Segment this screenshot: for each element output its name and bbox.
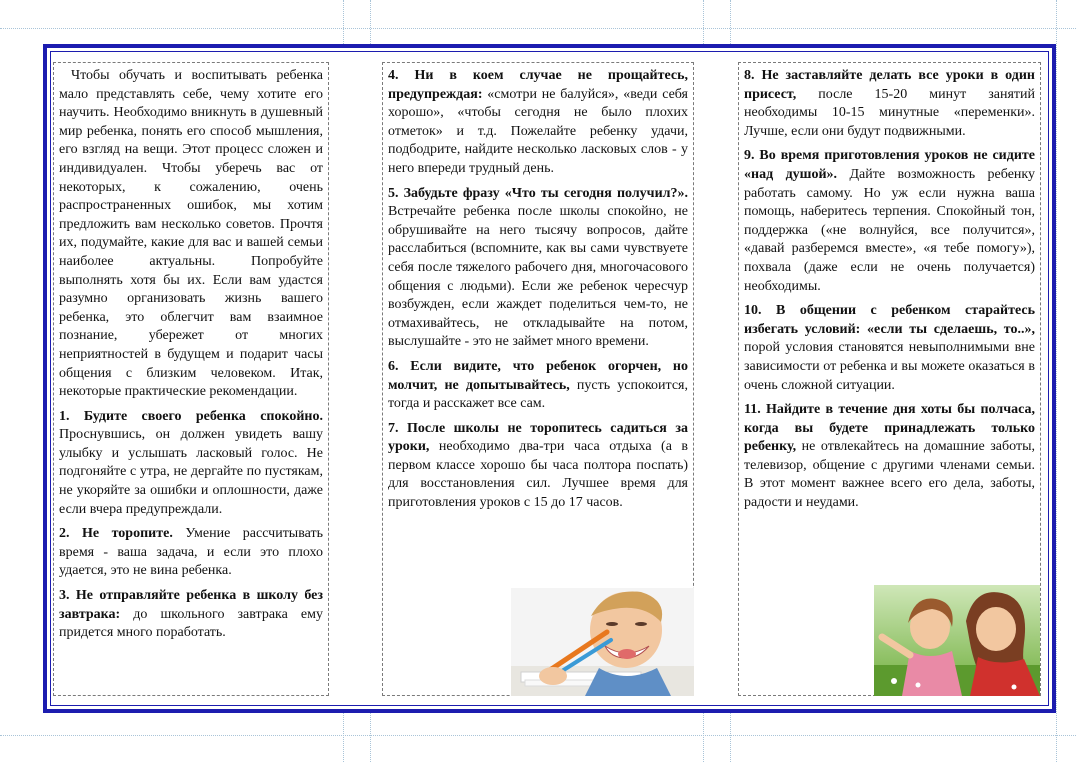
tip-text: Проснувшись, он должен увидеть вашу улыбку и услышать ласковый голос. Не подгоняйте с утра, не дергайте по пустякам, не укоряйте за ошибки и оплошности, даже если вчера предупреждали. [59,427,323,517]
tip-title: 11. Найдите в течение дня хоты бы полчаса, когда вы будете принадлежать только ребенку, [744,402,1035,455]
tip-title: 6. Если видите, что ребенок огорчен, но молчит, не допытывайтесь, [388,358,688,393]
tip-title: 7. После школы не торопитесь садиться за уроки, [388,420,688,455]
tip-title: 5. Забудьте фразу «Что ты сегодня получил?». [388,185,688,201]
tip-text: после 15-20 минут занятий необходимы 10-15 минутные «переменки». Лучше, если они будут подвижными. [744,86,1035,139]
tip-4 [388,67,688,179]
tip-title: 9. Во время приготовления уроков не сидите «над душой». [744,148,1035,182]
tip-title: 4. Ни в коем случае не прощайтесь, предупреждая: [388,68,688,102]
guide-line [1056,0,1057,762]
tip-text: «смотри не балуйся», «веди себя хорошо», «чтобы сегодня не было плохих отметок» и т.д. Пожелайте ребенку удачи, подбодрите, найдите несколько ласковых слов - у него впереди трудный день. [388,86,688,176]
tip-3 [59,587,323,643]
tip-text: порой условия становятся невыполнимыми вне зависимости от ребенка и вы можете оказаться в очень сложной ситуации. [744,340,1035,393]
tip-title: 2. Не торопите. [59,526,173,542]
tip-7 [388,420,688,513]
tip-text: необходимо два-три часа отдыха (а в первом классе хорошо бы часа полтора поспать) для восстановления сил. Лучшее время для приготовления уроков с 15 до 17 часов. [388,439,688,511]
tip-title: 8. Не заставляйте делать все уроки в один присест, [744,68,1035,102]
tip-text: до школьного завтрака ему придется много поработать. [59,606,323,641]
intro-paragraph: Чтобы обучать и воспитывать ребенка мало представлять себе, чему хотите его научить. Необходимо вникнуть в душевный мир ребенка, понять его способ мышления, его взгляд на вещи. Этот процесс сложен и индивидуален. Чтобы уберечь вас от некоторых, к сожалению, очень распространенных ошибок, мы хотим предложить вам несколько советов. Прочтя их, подумайте, какие для вас и вашей семьи наиболее актуальны. Попробуйте выполнять хотя бы их. Если вам удастся разумно организовать жизнь вашего ребенка, это облегчит вам взаимное познание, убережет от многих неприятностей в будущем и подарит часы общения с близким человеком. Итак, некоторые практические рекомендации. [59,68,323,400]
mother-and-daughter-photo [874,585,1040,696]
tip-11 [744,401,1035,513]
tip-text: Умение рассчитывать время - ваша задача, и если это плохо удается, это не вина ребенка. [59,526,323,579]
tip-title: 1. Будите своего ребенка спокойно. [59,408,323,424]
tip-title: 3. Не отправляйте ребенка в школу без завтрака: [59,588,323,622]
tip-6 [388,358,688,414]
tip-5 [388,185,688,352]
tip-2 [59,525,323,581]
tip-text: Дайте возможность ребенку работать самому. Но уж если нужна ваша помощь, наберитесь терпения. Спокойный тон, поддержка («не волнуйся, все получится», «давай разберемся вместе», «я тебе помогу»), похвала (даже если не очень получается) необходимы. [744,166,1036,294]
tip-text: не отвлекайтесь на домашние заботы, телевизор, общение с другими членами семьи. В этот момент важнее всего его дела, заботы, радости и неудами. [744,439,1035,511]
tip-9 [744,147,1035,296]
tip-text: пусть успокоится, тогда и расскажет все сам. [388,377,688,412]
boy-with-pencil-photo [511,588,694,696]
tip-8 [744,67,1035,141]
guide-line [0,735,1076,736]
tip-text: Встречайте ребенка после школы спокойно, не обрушивайте на него тысячу вопросов, дайте расслабиться (вспомните, как вы сами чувствуете себя после тяжелого рабочего дня, многочасового общения с людьми). Если же ребенок чересчур возбужден, если жаждет поделиться чем-то, не отмахивайтесь, не откладывайте на потом, выслушайте - это не займет много времени. [388,204,688,350]
column-1[interactable] [53,62,329,696]
tip-1 [59,408,323,520]
tip-title: 10. В общении с ребенком старайтесь избегать условий: «если ты сделаешь, то..», [744,303,1035,337]
guide-line [0,28,1076,29]
tip-10 [744,302,1035,395]
